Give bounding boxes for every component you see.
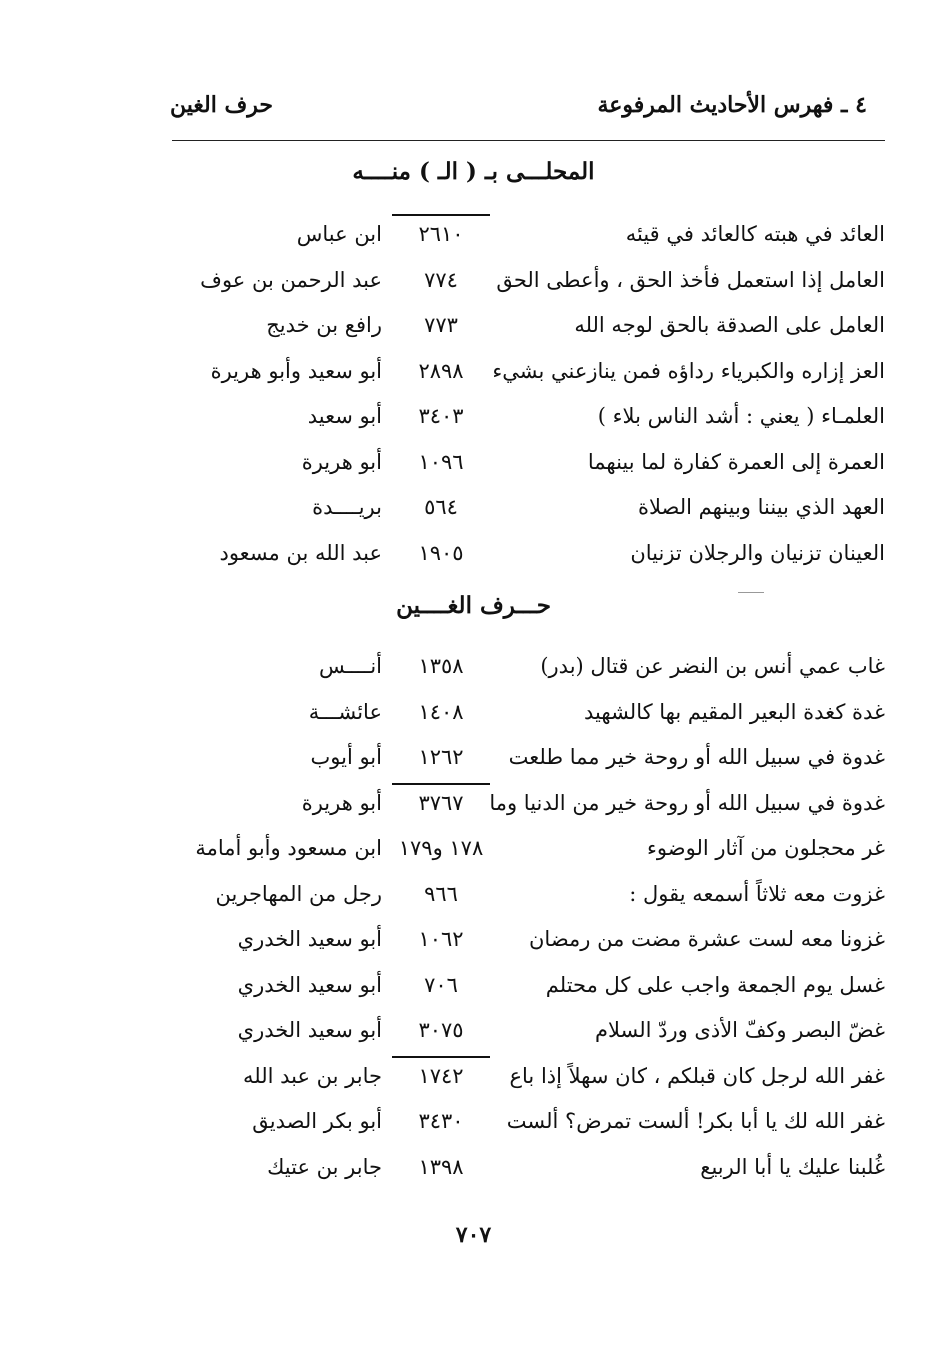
index-row — [0, 692, 947, 732]
hadith-number: ٧٧٤ — [424, 267, 458, 292]
hadith-text: غر محجلون من آثار الوضوء — [647, 836, 885, 860]
narrator-name: أنــــس — [318, 654, 382, 678]
hadith-text: غزونا معه لست عشرة مضت من رمضان — [529, 927, 885, 951]
hadith-number: ٣٤٠٣ — [418, 404, 464, 428]
narrator-name: عائشـــة — [308, 699, 382, 724]
narrator-name: أبو سعيد الخدري — [237, 972, 382, 997]
narrator-name: بريــــدة — [312, 495, 382, 519]
index-row — [0, 874, 947, 914]
narrator-name: أبو سعيد الخدري — [237, 1018, 382, 1042]
narrator-name: أبو سعيد وأبو هريرة — [210, 358, 382, 383]
hadith-text: العز إزاره والكبرياء رداؤه فمن ينازعني بشيء — [492, 358, 885, 383]
narrator-name: جابر بن عبد الله — [242, 1063, 382, 1088]
hadith-text: العمرة إلى العمرة كفارة لما بينهما — [587, 449, 885, 474]
index-row — [0, 1010, 947, 1050]
narrator-name: ابن عباس — [296, 222, 382, 246]
hadith-text: العلمـاء ( يعني : أشد الناس بلاء ) — [597, 404, 885, 428]
index-row — [0, 1056, 947, 1096]
index-row — [0, 533, 947, 573]
hadith-text: غفر الله لرجل كان قبلكم ، كان سهلاً إذا باع — [509, 1063, 885, 1088]
hadith-number: ١٤٠٨ — [418, 699, 464, 724]
hadith-text: غدة كغدة البعير المقيم بها كالشهيد — [584, 699, 885, 724]
running-header-title: ٤ ـ فهرس الأحاديث المرفوعة — [597, 92, 867, 118]
hadith-number: ٢٨٩٨ — [418, 358, 464, 383]
hadith-number: ١٣٥٨ — [418, 654, 464, 678]
hadith-number: ٣٠٧٥ — [418, 1018, 464, 1042]
hadith-text: غزوت معه ثلاثاً أسمعه يقول : — [629, 881, 885, 906]
narrator-name: عبد الرحمن بن عوف — [200, 267, 382, 292]
index-row — [0, 737, 947, 777]
hadith-text: غاب عمي أنس بن النضر عن قتال (بدر) — [540, 654, 885, 678]
hadith-text: العهد الذي بيننا وبينهم الصلاة — [637, 495, 885, 519]
section-title-ghain: حـــرف الغــــين — [396, 592, 551, 619]
narrator-name: رافع بن خديج — [266, 313, 382, 337]
hadith-number: ١٠٩٦ — [418, 449, 464, 474]
narrator-name: رجل من المهاجرين — [215, 881, 382, 906]
hadith-number: ٧٧٣ — [424, 313, 458, 337]
index-row — [0, 828, 947, 868]
hadith-number: ١٢٦٢ — [418, 745, 464, 769]
hadith-text: العائد في هبته كالعائد في قيئه — [625, 222, 885, 246]
hadith-text: غدوة في سبيل الله أو روحة خير مما طلعت — [508, 745, 885, 769]
narrator-name: أبو هريرة — [301, 790, 382, 815]
hadith-text: غُلبنا عليك يا أبا الربيع — [700, 1154, 885, 1179]
hadith-text: غدوة في سبيل الله أو روحة خير من الدنيا وما — [489, 790, 885, 815]
index-row — [0, 351, 947, 391]
index-row — [0, 965, 947, 1005]
narrator-name: أبو سعيد — [307, 404, 382, 428]
index-row — [0, 260, 947, 300]
hadith-text: العامل على الصدقة بالحق لوجه الله — [574, 313, 885, 337]
hadith-number: ١٧٤٢ — [392, 1056, 490, 1094]
index-row — [0, 646, 947, 686]
index-row — [0, 442, 947, 482]
hadith-text: العامل إذا استعمل فأخذ الحق ، وأعطى الحق — [496, 267, 885, 292]
hadith-text: غضّ البصر وكفّ الأذى وردّ السلام — [594, 1018, 885, 1042]
hadith-text: العينان تزنيان والرجلان تزنيان — [630, 540, 885, 565]
narrator-name: أبو بكر الصديق — [252, 1109, 382, 1133]
page-number: ٧٠٧ — [455, 1222, 492, 1248]
index-row — [0, 1147, 947, 1187]
header-rule — [172, 140, 885, 141]
narrator-name: أبو سعيد الخدري — [237, 927, 382, 951]
hadith-number: ١٩٠٥ — [418, 540, 464, 565]
hadith-text: غسل يوم الجمعة واجب على كل محتلم — [545, 972, 885, 997]
index-row — [0, 305, 947, 345]
running-header-chapter: حرف الغين — [170, 92, 274, 118]
narrator-name: عبد الله بن مسعود — [219, 540, 382, 565]
hadith-number: ٧٠٦ — [424, 972, 458, 997]
index-row — [0, 1101, 947, 1141]
hadith-number: ٢٦١٠ — [392, 214, 490, 252]
hadith-number: ١٧٨ و١٧٩ — [398, 836, 484, 860]
hadith-number: ٩٦٦ — [424, 881, 458, 906]
index-row — [0, 919, 947, 959]
index-row — [0, 214, 947, 254]
hadith-text: غفر الله لك يا أبا بكر! ألست تمرض؟ ألست — [506, 1109, 885, 1133]
hadith-number: ٥٦٤ — [424, 495, 458, 519]
index-row — [0, 487, 947, 527]
narrator-name: أبو هريرة — [301, 449, 382, 474]
narrator-name: ابن مسعود وأبو أمامة — [195, 836, 382, 860]
narrator-name: جابر بن عتيك — [267, 1154, 382, 1179]
section-title-definite: المحلـــى بـ ( الـ ) منــــه — [352, 158, 595, 185]
hadith-number: ١٠٦٢ — [418, 927, 464, 951]
hadith-number: ٣٤٣٠ — [418, 1109, 464, 1133]
index-row — [0, 783, 947, 823]
index-row — [0, 396, 947, 436]
narrator-name: أبو أيوب — [310, 745, 382, 769]
hadith-number: ٣٧٦٧ — [392, 783, 490, 821]
hadith-number: ١٣٩٨ — [418, 1154, 464, 1179]
